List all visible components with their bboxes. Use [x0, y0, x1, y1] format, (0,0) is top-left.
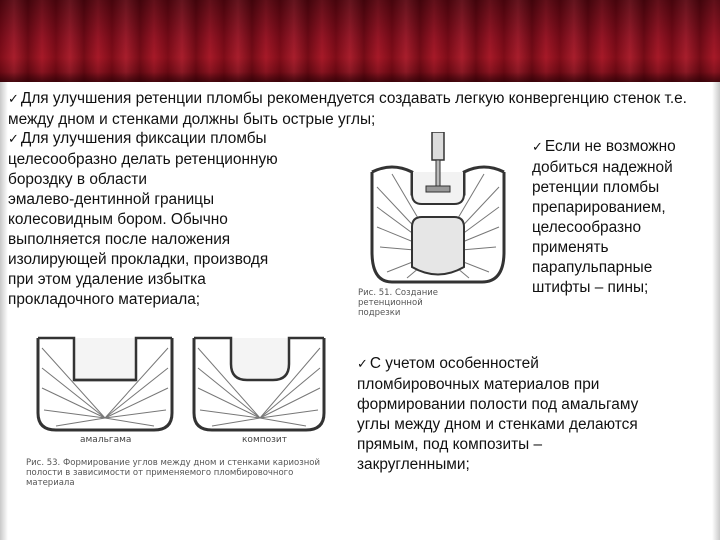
label-amalgam: амальгама	[80, 435, 132, 445]
paragraph-pins	[532, 137, 712, 298]
paragraph-materials-text: С учетом особенностей пломбировочных материалов при формировании полости под амальгаму углы между дном и стенками делаются прямым, под композиты – закругленными;	[357, 355, 639, 473]
label-composite: композит	[242, 435, 287, 445]
paragraph-retention-groove	[8, 129, 338, 310]
figure-53-caption: Рис. 53. Формирование углов между дном и стенками кариозной полости в зависимости от применяемого пломбировочного материала	[26, 458, 321, 488]
paragraph-convergence-text: Для улучшения ретенции пломбы рекомендуется создавать легкую конвергенцию стенок т.е. между дном и стенками должны быть острые углы;	[8, 90, 687, 128]
checkmark-icon: ✓	[8, 132, 19, 147]
paragraph-materials	[357, 354, 707, 475]
paragraph-retention-groove-text: Для улучшения фиксации пломбы целесообразно делать ретенционную бороздку в области эмалево-дентинной границы колесовидным бором. Обычно выполняется после наложения изолирующей прокладки, производя при этом удаление избытка прокладочного материала;	[8, 130, 278, 308]
figure-51-caption: Рис. 51. Создание ретенционной подрезки	[358, 288, 438, 318]
checkmark-icon: ✓	[8, 92, 19, 107]
paragraph-convergence	[8, 89, 714, 130]
curtain-header	[0, 0, 720, 82]
checkmark-icon: ✓	[532, 140, 543, 155]
checkmark-icon: ✓	[357, 357, 368, 372]
paragraph-pins-text: Если не возможно добиться надежной ретенции пломбы препарированием, целесообразно применять парапульпарные штифты – пины;	[532, 138, 676, 296]
